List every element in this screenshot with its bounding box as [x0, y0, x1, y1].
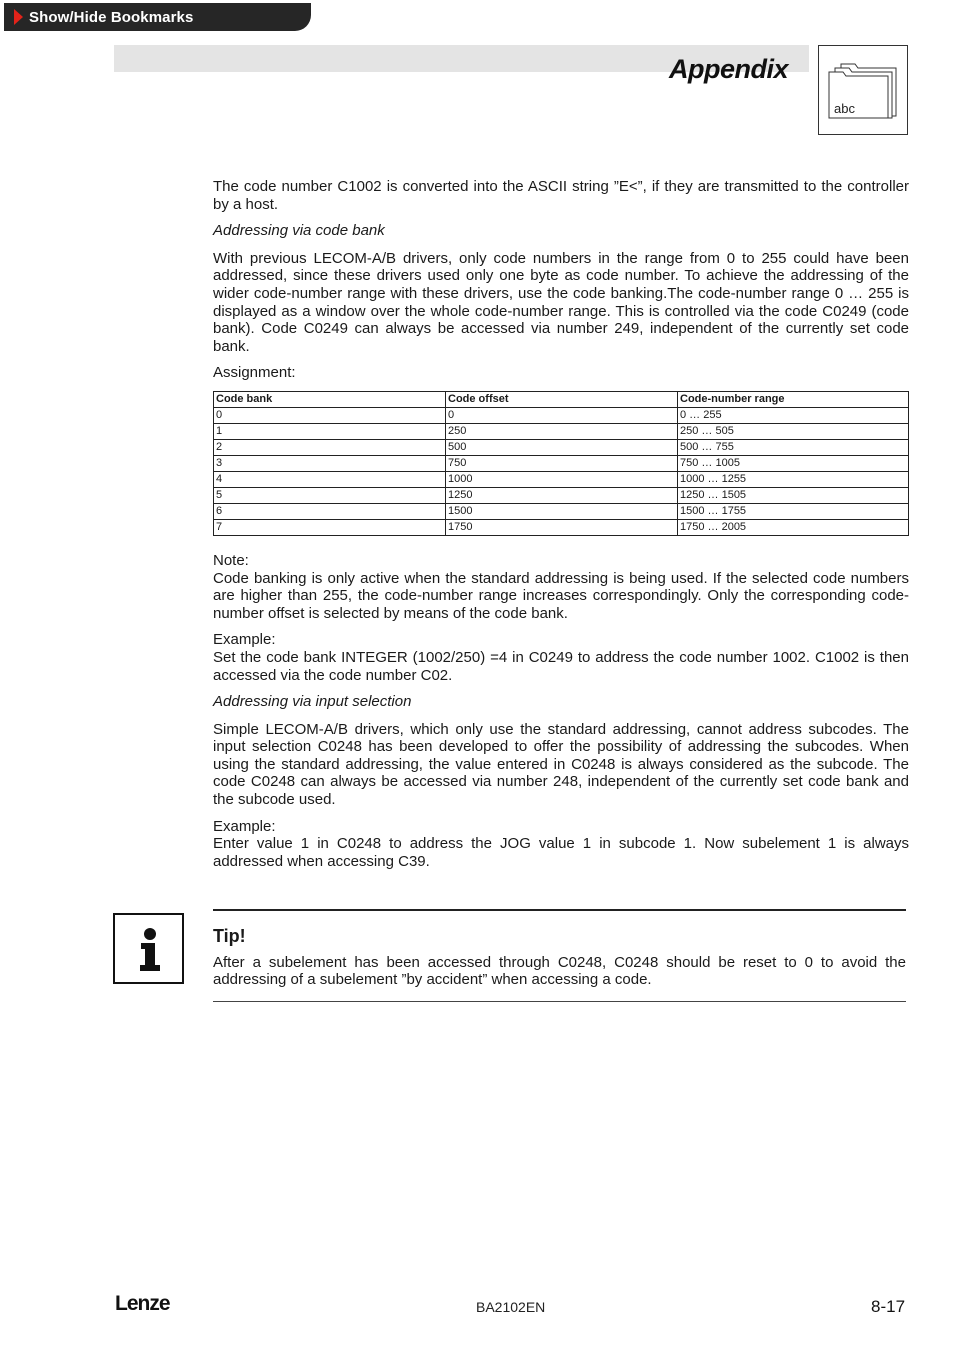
- assignment-label: Assignment:: [213, 364, 296, 382]
- example-label: Example:: [213, 817, 276, 835]
- table-cell: 2: [214, 439, 446, 455]
- table-cell: 750: [446, 455, 678, 471]
- table-cell: 500: [446, 439, 678, 455]
- document-id: BA2102EN: [476, 1299, 546, 1315]
- table-cell: 500 … 755: [678, 439, 909, 455]
- column-header: Code offset: [446, 391, 678, 407]
- table-cell: 1250: [446, 487, 678, 503]
- appendix-folder-graphic: [818, 45, 908, 135]
- table-row: [214, 487, 909, 503]
- column-header: Code bank: [214, 391, 446, 407]
- code-bank-table: [213, 391, 909, 536]
- table-cell: 0: [214, 407, 446, 423]
- table-cell: 750 … 1005: [678, 455, 909, 471]
- page-number: 8-17: [871, 1297, 906, 1316]
- table-cell: 1: [214, 423, 446, 439]
- paragraph-code-bank: With previous LECOM-A/B drivers, only code numbers in the range from 0 to 255 could have been addressed, since these drivers used only one byte as code number. To achieve the addressing of the wider code-number range with these drivers, use the code banking.The code-number range 0 … 255 is displayed as a window over the whole code-number range. This is controlled via the code C0249 (code bank). Code C0249 can always be accessed via number 249, independent of the currently set code bank.: [213, 249, 909, 355]
- table-row: [214, 423, 909, 439]
- table-row: [214, 455, 909, 471]
- note-label: Note:: [213, 551, 249, 569]
- table-row: [214, 503, 909, 519]
- table-cell: 1000 … 1255: [678, 471, 909, 487]
- show-hide-bookmarks-button[interactable]: [4, 3, 311, 31]
- column-header: Code-number range: [678, 391, 909, 407]
- table-cell: 6: [214, 503, 446, 519]
- table-cell: 1000: [446, 471, 678, 487]
- table-cell: 5: [214, 487, 446, 503]
- table-row: [214, 471, 909, 487]
- table-cell: 1500: [446, 503, 678, 519]
- table-row: [214, 407, 909, 423]
- note-text: Code banking is only active when the standard addressing is being used. If the selected code numbers are higher than 255, the code-number range increases correspondingly. Only the corresponding code-number offset is selected by means of the code bank.: [213, 569, 909, 622]
- section-title: Appendix: [668, 54, 788, 84]
- heading-input-selection: Addressing via input selection: [213, 693, 412, 711]
- table-cell: 250 … 505: [678, 423, 909, 439]
- table-cell: 1500 … 1755: [678, 503, 909, 519]
- table-cell: 4: [214, 471, 446, 487]
- tip-divider-bottom: [213, 1001, 906, 1002]
- bookmarks-tab-label: Show/Hide Bookmarks: [29, 8, 194, 26]
- triangle-right-icon: [14, 9, 23, 25]
- info-icon: [113, 913, 184, 984]
- table-cell: 1750 … 2005: [678, 519, 909, 535]
- tip-text: After a subelement has been accessed through C0248, C0248 should be reset to 0 to avoid the addressing of a subelement ”by accident” when accessing a code.: [213, 954, 906, 988]
- paragraph-ascii-conversion: The code number C1002 is converted into the ASCII string ”E<”, if they are transmitted to the controller by a host.: [213, 178, 909, 213]
- table-cell: 7: [214, 519, 446, 535]
- table-cell: 0: [446, 407, 678, 423]
- table-cell: 1250 … 1505: [678, 487, 909, 503]
- heading-code-bank: Addressing via code bank: [213, 222, 385, 240]
- table-row: [214, 519, 909, 535]
- table-cell: 1750: [446, 519, 678, 535]
- table-cell: 3: [214, 455, 446, 471]
- table-cell: 0 … 255: [678, 407, 909, 423]
- main-content: [213, 178, 909, 879]
- paragraph-input-selection: Simple LECOM-A/B drivers, which only use the standard addressing, cannot address subcodes. The input selection C0248 has been developed to offer the possibility of addressing the subcodes. When using the standard addressing, the value entered in C0248 is always considered as the subcode. The code C0248 can always be accessed via number 248, independent of the currently set code bank and the subcode used.: [213, 720, 909, 809]
- example-text: Enter value 1 in C0248 to address the JOG value 1 in subcode 1. Now subelement 1 is always addressed when accessing C39.: [213, 835, 909, 870]
- table-cell: 250: [446, 423, 678, 439]
- tip-divider-top: [213, 909, 906, 911]
- lenze-logo: Lenze: [115, 1292, 170, 1315]
- table-row: [214, 439, 909, 455]
- example-label: Example:: [213, 631, 276, 649]
- table-header-row: [214, 391, 909, 407]
- tip-title: Tip!: [213, 926, 246, 946]
- folder-label: abc: [834, 101, 855, 116]
- example-text: Set the code bank INTEGER (1002/250) =4 in C0249 to address the code number 1002. C1002 is then accessed via the code number C02.: [213, 648, 909, 684]
